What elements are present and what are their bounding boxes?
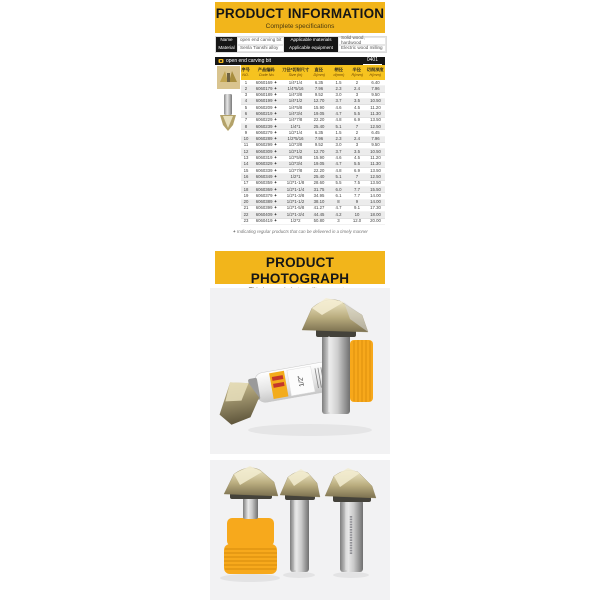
row-15-cell-2: 1/2*7/8 [282,168,309,174]
row-4-cell-6: 10.50 [366,99,385,105]
row-6-cell-3: 19.05 [309,111,329,117]
row-10-cell-3: 7.96 [309,137,329,143]
row-5-no: 5 [241,105,251,111]
row-19-cell-5: 7.7 [348,193,366,199]
row-20-cell-3: 38.10 [309,200,329,206]
row-10-no: 10 [241,137,251,143]
table-footnote: ✦ Indicating regular products that can be delivered in a timely manner [232,229,368,234]
row-16-no: 16 [241,174,251,180]
row-20-cell-5: 9 [348,200,366,206]
table-rows [241,80,385,225]
row-3-cell-6: 9.50 [366,93,385,99]
row-18-cell-1: 6060369 ✦ [251,187,282,193]
photo-section-title: PRODUCT PHOTOGRAPH [250,255,350,286]
row-21-cell-3: 41.27 [309,206,329,212]
spec-table [215,36,387,53]
row-14-cell-4: 4.7 [329,162,348,168]
row-14-cell-6: 11.30 [366,162,385,168]
row-3-cell-1: 6060189 ✦ [251,93,282,99]
row-18-cell-6: 15.50 [366,187,385,193]
row-6-cell-1: 6060219 ✦ [251,111,282,117]
row-16-cell-1: 6060349 ✦ [251,174,282,180]
spec-value-material: Senla Tianshi alloy [237,45,284,53]
row-3-cell-3: 9.52 [309,93,329,99]
row-13-cell-2: 1/2*5/8 [282,156,309,162]
row-12-cell-6: 10.50 [366,149,385,155]
row-9-cell-2: 1/2*1/4 [282,130,309,136]
row-8-cell-3: 25.40 [309,124,329,130]
row-13-no: 13 [241,156,251,162]
row-21-cell-6: 17.30 [366,206,385,212]
row-17-cell-1: 6060359 ✦ [251,181,282,187]
row-12-cell-2: 1/2*1/2 [282,149,309,155]
row-18-cell-3: 31.75 [309,187,329,193]
row-19-cell-2: 1/2*1-3/8 [282,193,309,199]
row-1-cell-3: 6.35 [309,80,329,86]
row-9-cell-4: 1.5 [329,130,348,136]
row-23-cell-1: 6060419 ✦ [251,219,282,225]
row-20-cell-4: 8 [329,200,348,206]
row-6-cell-4: 4.7 [329,111,348,117]
row-11-cell-4: 3.0 [329,143,348,149]
row-14-no: 14 [241,162,251,168]
row-1-cell-2: 1/4*1/4 [282,80,309,86]
row-16-cell-3: 25.40 [309,174,329,180]
column-header-5: 半径 R(mm) [351,67,363,77]
row-1-cell-5: 2 [348,80,366,86]
table-title: open end carving bit [226,57,272,64]
row-17-cell-4: 5.5 [329,181,348,187]
bit-middle [280,469,320,572]
row-21-cell-1: 6060399 ✦ [251,206,282,212]
row-9-no: 9 [241,130,251,136]
row-4-cell-5: 3.5 [348,99,366,105]
page-subtitle: Complete specifications [265,22,335,30]
row-6-cell-6: 11.30 [366,111,385,117]
row-12-cell-4: 3.7 [329,149,348,155]
row-5-cell-5: 4.5 [348,105,366,111]
row-4-cell-2: 1/4*1/2 [282,99,309,105]
row-1-cell-6: 6.40 [366,80,385,86]
column-header-0: 序号 NO. [241,67,251,77]
row-10-cell-6: 7.96 [366,137,385,143]
row-4-cell-1: 6060199 ✦ [251,99,282,105]
holder-top [227,518,274,546]
row-16-cell-6: 12.50 [366,174,385,180]
row-4-cell-4: 3.7 [329,99,348,105]
row-9-cell-3: 6.35 [309,130,329,136]
row-16-cell-5: 7 [348,174,366,180]
row-5-cell-4: 4.6 [329,105,348,111]
row-1-cell-1: 6060169 ✦ [251,80,282,86]
row-6-cell-2: 1/4*3/4 [282,111,309,117]
row-19-no: 19 [241,193,251,199]
row-10-cell-2: 1/2*5/16 [282,137,309,143]
row-6-cell-5: 5.5 [348,111,366,117]
row-10-cell-4: 2.3 [329,137,348,143]
row-7-cell-5: 6.9 [348,118,366,124]
row-5-cell-6: 11.20 [366,105,385,111]
row-12-cell-1: 6060309 ✦ [251,149,282,155]
row-5-cell-3: 15.90 [309,105,329,111]
row-10-cell-5: 2.4 [348,137,366,143]
row-23-cell-2: 1/2*2 [282,219,309,225]
row-8-cell-2: 1/4*1 [282,124,309,130]
row-16-cell-2: 1/2*1 [282,174,309,180]
bit-shank-middle [290,498,309,572]
row-20-cell-2: 1/2*1-1/2 [282,200,309,206]
row-8-cell-4: 5.1 [329,124,348,130]
row-12-cell-5: 3.5 [348,149,366,155]
row-12-cell-3: 12.70 [309,149,329,155]
row-2-cell-4: 2.3 [329,86,348,92]
column-header-6: 切削深度 H(mm) [367,67,384,77]
column-header-3: 直径 D(mm) [313,67,325,77]
row-12-no: 12 [241,149,251,155]
row-3-cell-4: 3.0 [329,93,348,99]
yellow-thread-sleeve [350,340,373,402]
row-7-cell-3: 22.20 [309,118,329,124]
row-15-cell-4: 4.8 [329,168,348,174]
row-8-cell-1: 6060239 ✦ [251,124,282,130]
row-1-cell-4: 1.5 [329,80,348,86]
row-15-cell-5: 6.9 [348,168,366,174]
row-8-cell-6: 12.50 [366,124,385,130]
row-11-cell-3: 9.52 [309,143,329,149]
row-14-cell-2: 1/2*3/4 [282,162,309,168]
row-4-no: 4 [241,99,251,105]
row-13-cell-1: 6060319 ✦ [251,156,282,162]
row-13-cell-3: 15.90 [309,156,329,162]
row-23-cell-3: 50.80 [309,219,329,225]
row-3-cell-5: 3 [348,93,366,99]
row-21-no: 21 [241,206,251,212]
row-15-cell-1: 6060339 ✦ [251,168,282,174]
spec-label-material: Material [216,45,237,53]
row-15-cell-3: 22.20 [309,168,329,174]
column-header-4: 柄径 d(mm) [333,67,344,77]
row-7-cell-6: 13.50 [366,118,385,124]
row-5-cell-2: 1/4*5/8 [282,105,309,111]
row-7-cell-4: 4.8 [329,118,348,124]
photo-shadow [248,424,372,436]
row-7-cell-2: 1/4*7/8 [282,118,309,124]
spec-value-materials: Solid wood, hardwood [338,37,386,45]
row-14-cell-3: 19.05 [309,162,329,168]
row-19-cell-3: 34.95 [309,193,329,199]
bit-shank-right [340,500,363,572]
row-13-cell-4: 4.6 [329,156,348,162]
spec-value-equipment: Electric wood milling [338,45,386,53]
row-5-cell-1: 6060209 ✦ [251,105,282,111]
row-19-cell-6: 14.00 [366,193,385,199]
row-20-no: 20 [241,200,251,206]
row-15-cell-6: 13.50 [366,168,385,174]
row-1-no: 1 [241,80,251,86]
product-information-banner [215,2,385,33]
row-7-no: 7 [241,118,251,124]
table-header-row [241,65,385,80]
spec-value-name: open end carving bit [237,37,284,45]
column-header-2: 刀径*切削尺寸 Size (in) [282,67,310,77]
row-11-cell-6: 9.50 [366,143,385,149]
row-22-no: 22 [241,212,251,218]
row-11-cell-2: 1/2*3/8 [282,143,309,149]
row-2-cell-1: 6060179 ✦ [251,86,282,92]
row-23-cell-4: 3 [329,219,348,225]
row-19-cell-4: 6.1 [329,193,348,199]
row-17-cell-2: 1/2*1-1/8 [282,181,309,187]
bit-shank [322,334,350,414]
row-3-cell-2: 1/4*3/8 [282,93,309,99]
row-22-cell-4: 4.2 [329,212,348,218]
row-15-no: 15 [241,168,251,174]
product-photo-group [210,460,390,600]
row-22-cell-6: 18.00 [366,212,385,218]
row-2-cell-3: 7.96 [309,86,329,92]
row-18-cell-2: 1/2*1-1/4 [282,187,309,193]
standing-bit-thumbnail [217,92,239,136]
row-4-cell-3: 12.70 [309,99,329,105]
product-photograph-banner [215,251,385,284]
row-2-cell-5: 2.4 [348,86,366,92]
row-2-no: 2 [241,86,251,92]
row-23-cell-6: 20.00 [366,219,385,225]
row-7-cell-1: 6060229 ✦ [251,118,282,124]
row-23-cell-5: 12.0 [348,219,366,225]
row-18-cell-5: 7.7 [348,187,366,193]
row-20-cell-6: 14.00 [366,200,385,206]
table-title-bar [215,57,385,65]
row-2-cell-2: 1/4*5/16 [282,86,309,92]
row-19-cell-1: 6060379 ✦ [251,193,282,199]
spec-label-equipment: Applicable equipment [284,45,338,53]
spec-label-name: Name [216,37,237,45]
bit-in-yellow-holder [224,466,278,574]
bit-right [325,468,376,572]
row-10-cell-1: 6060289 ✦ [251,137,282,143]
row-3-no: 3 [241,93,251,99]
spec-label-materials: Applicable materials [284,37,338,45]
column-header-1: 产品编码 Code No. [258,67,275,77]
row-18-cell-4: 6.0 [329,187,348,193]
row-11-no: 11 [241,143,251,149]
row-9-cell-1: 6060279 ✦ [251,130,282,136]
row-13-cell-6: 11.20 [366,156,385,162]
table-left-gutter [215,65,241,225]
product-table [215,57,385,225]
row-9-cell-6: 6.45 [366,130,385,136]
size-label-text: 1/2" [297,374,306,388]
row-11-cell-1: 6060299 ✦ [251,143,282,149]
row-13-cell-5: 4.5 [348,156,366,162]
row-9-cell-5: 2 [348,130,366,136]
row-18-no: 18 [241,187,251,193]
row-23-no: 23 [241,219,251,225]
item-number: 0401 [363,57,382,65]
row-21-cell-2: 1/2*1-5/8 [282,206,309,212]
row-8-cell-5: 7 [348,124,366,130]
row-21-cell-4: 4.7 [329,206,348,212]
row-21-cell-5: 9.1 [348,206,366,212]
row-22-cell-3: 44.45 [309,212,329,218]
row-20-cell-1: 6060389 ✦ [251,200,282,206]
bit-head-thumbnail [217,66,240,89]
row-22-cell-5: 10 [348,212,366,218]
row-6-no: 6 [241,111,251,117]
row-17-cell-6: 13.50 [366,181,385,187]
bit-icon [218,58,224,64]
product-photo-main [210,288,390,454]
row-22-cell-1: 6060409 ✦ [251,212,282,218]
row-14-cell-1: 6060329 ✦ [251,162,282,168]
row-14-cell-5: 5.5 [348,162,366,168]
row-8-no: 8 [241,124,251,130]
page-title: PRODUCT INFORMATION [215,6,385,21]
row-2-cell-6: 7.96 [366,86,385,92]
row-11-cell-5: 3 [348,143,366,149]
row-22-cell-2: 1/2*1-3/4 [282,212,309,218]
row-17-no: 17 [241,181,251,187]
row-16-cell-4: 5.1 [329,174,348,180]
row-17-cell-5: 7.5 [348,181,366,187]
row-17-cell-3: 28.60 [309,181,329,187]
